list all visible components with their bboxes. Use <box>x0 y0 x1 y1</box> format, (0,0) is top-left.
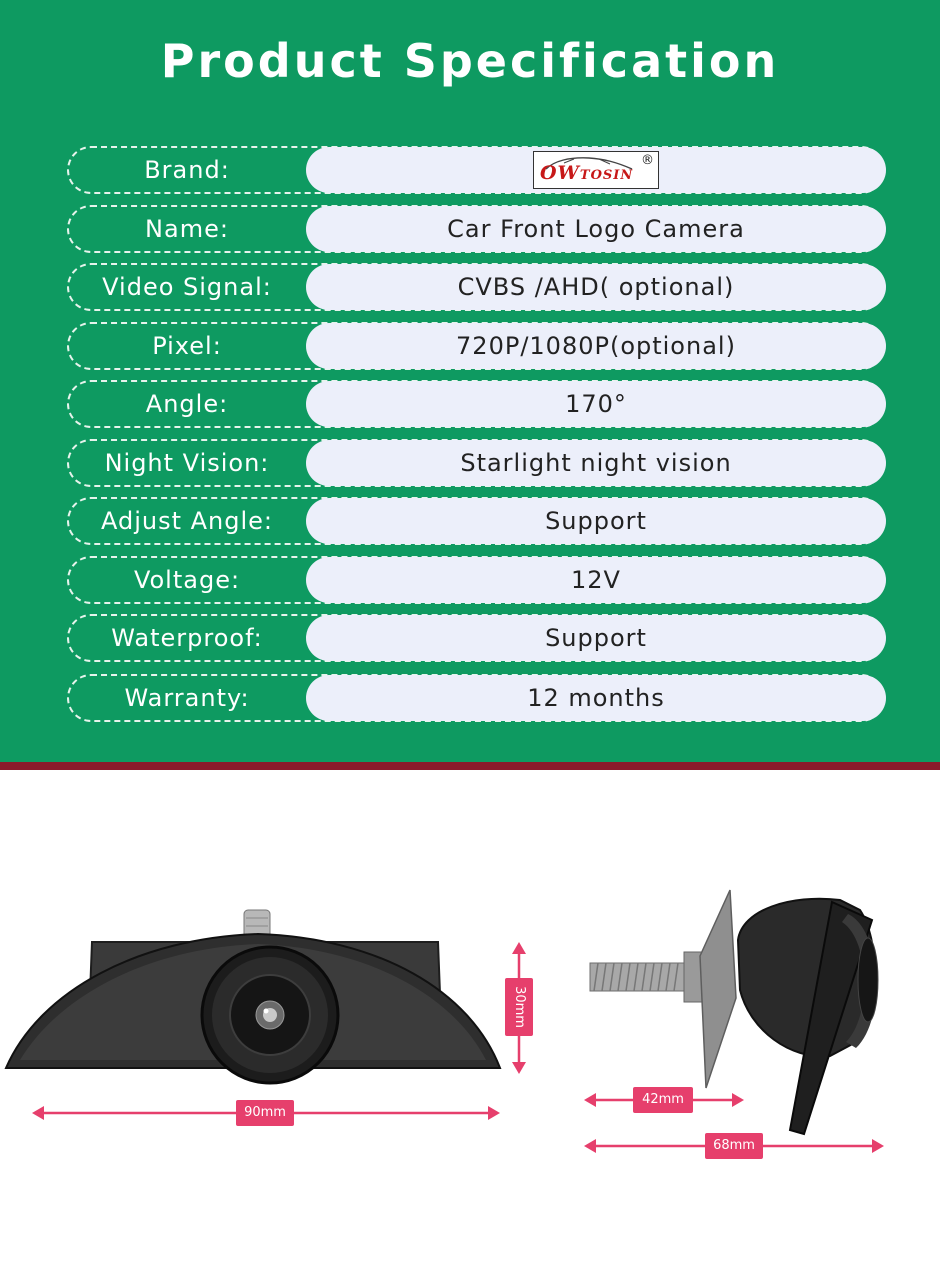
spec-label: Video Signal: <box>102 273 272 301</box>
height-label: 30mm <box>505 978 533 1036</box>
spec-value: 12V <box>306 557 886 603</box>
camera-dimension-illustration <box>0 770 940 1275</box>
spec-value: 170° <box>306 381 886 427</box>
brand-logo: OWTOSIN ® <box>533 151 659 189</box>
depth-label: 42mm <box>633 1087 693 1113</box>
spec-row-warranty <box>67 674 885 722</box>
spec-label: Warranty: <box>124 684 250 712</box>
spec-row-night-vision <box>67 439 885 487</box>
section-divider <box>0 762 940 770</box>
spec-row-pixel <box>67 322 885 370</box>
spec-value: Car Front Logo Camera <box>306 206 886 252</box>
dimension-panel <box>0 770 940 1275</box>
spec-value: Starlight night vision <box>306 440 886 486</box>
spec-label: Waterproof: <box>111 624 263 652</box>
spec-value: Support <box>306 615 886 661</box>
spec-label: Voltage: <box>133 566 241 594</box>
spec-label: Brand: <box>144 156 230 184</box>
spec-row-angle <box>67 380 885 428</box>
spec-row-voltage <box>67 556 885 604</box>
spec-label: Name: <box>145 215 229 243</box>
spec-value: Support <box>306 498 886 544</box>
spec-label: Night Vision: <box>104 449 270 477</box>
spec-label: Pixel: <box>152 332 222 360</box>
spec-row-video-signal <box>67 263 885 311</box>
front-camera-image <box>6 910 500 1083</box>
width-label: 90mm <box>236 1100 294 1126</box>
length-label: 68mm <box>705 1133 763 1159</box>
spec-label: Adjust Angle: <box>100 507 274 535</box>
spec-row-adjust-angle <box>67 497 885 545</box>
spec-value: 720P/1080P(optional) <box>306 323 886 369</box>
spec-row-waterproof <box>67 614 885 662</box>
spec-label: Angle: <box>145 390 229 418</box>
spec-row-brand <box>67 146 885 194</box>
spec-value: 12 months <box>306 675 886 721</box>
page-title: Product Specification <box>160 34 780 88</box>
spec-row-name <box>67 205 885 253</box>
spec-value: CVBS /AHD( optional) <box>306 264 886 310</box>
spec-value-brand <box>306 147 886 193</box>
